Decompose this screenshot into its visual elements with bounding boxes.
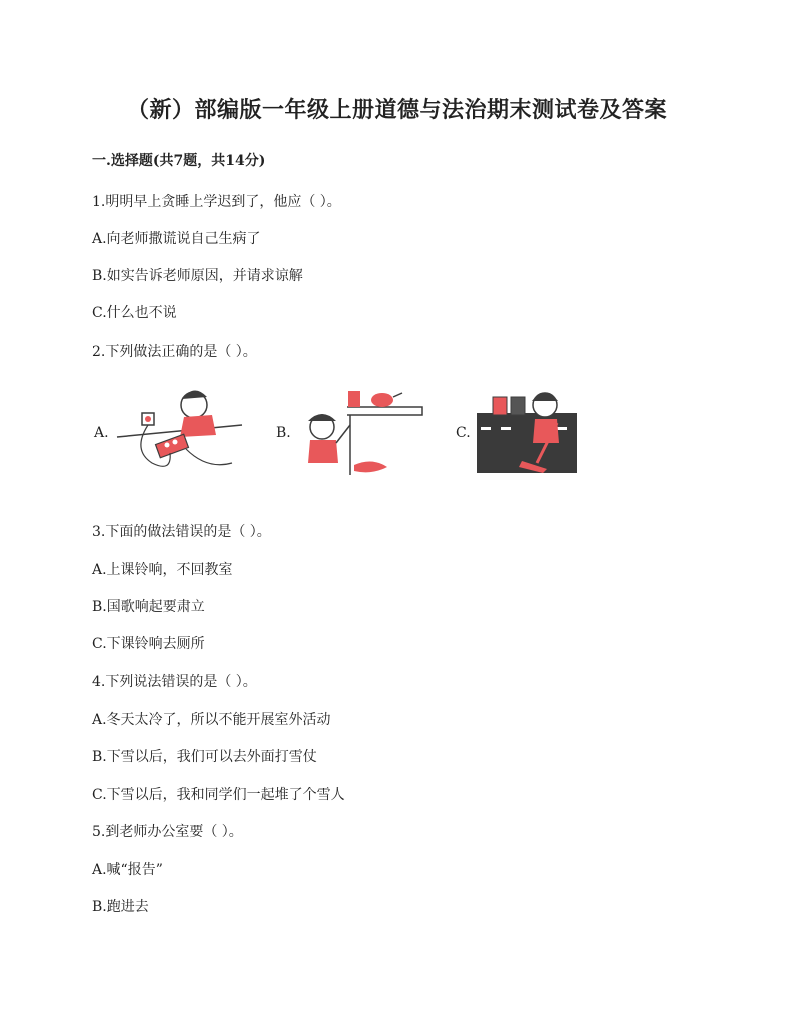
question-3-stem: 3.下面的做法错误的是（ ）。 [92, 524, 271, 540]
section-heading: 一.选择题(共7题，共14分) [92, 153, 266, 169]
question-2-illustration-a [112, 375, 250, 480]
question-5-option-b: B.跑进去 [92, 899, 149, 915]
question-2-option-a-label: A. [94, 425, 109, 441]
question-3-option-c: C.下课铃响去厕所 [92, 636, 205, 652]
question-4-option-c: C.下雪以后，我和同学们一起堆了个雪人 [92, 787, 345, 803]
question-2-option-c-label: C. [456, 425, 471, 441]
question-3-option-b: B.国歌响起要肃立 [92, 599, 205, 615]
question-1-option-c: C.什么也不说 [92, 305, 177, 321]
question-5-stem: 5.到老师办公室要（ ）。 [92, 824, 243, 840]
question-1-option-a: A.向老师撒谎说自己生病了 [92, 231, 261, 247]
question-3-option-a: A.上课铃响，不回教室 [92, 562, 233, 578]
question-4-option-a: A.冬天太冷了，所以不能开展室外活动 [92, 712, 331, 728]
question-1-option-b: B.如实告诉老师原因，并请求谅解 [92, 268, 303, 284]
question-4-option-b: B.下雪以后，我们可以去外面打雪仗 [92, 749, 317, 765]
document-title: （新）部编版一年级上册道德与法治期末测试卷及答案 [126, 97, 667, 123]
question-2-stem: 2.下列做法正确的是（ ）。 [92, 344, 257, 360]
question-2-option-b-label: B. [276, 425, 291, 441]
question-2-illustration-c [477, 383, 577, 473]
question-2-illustration-b [292, 385, 424, 480]
question-5-option-a: A.喊“报告” [92, 862, 163, 878]
question-1-stem: 1.明明早上贪睡上学迟到了，他应（ ）。 [92, 194, 341, 210]
question-4-stem: 4.下列说法错误的是（ ）。 [92, 674, 257, 690]
